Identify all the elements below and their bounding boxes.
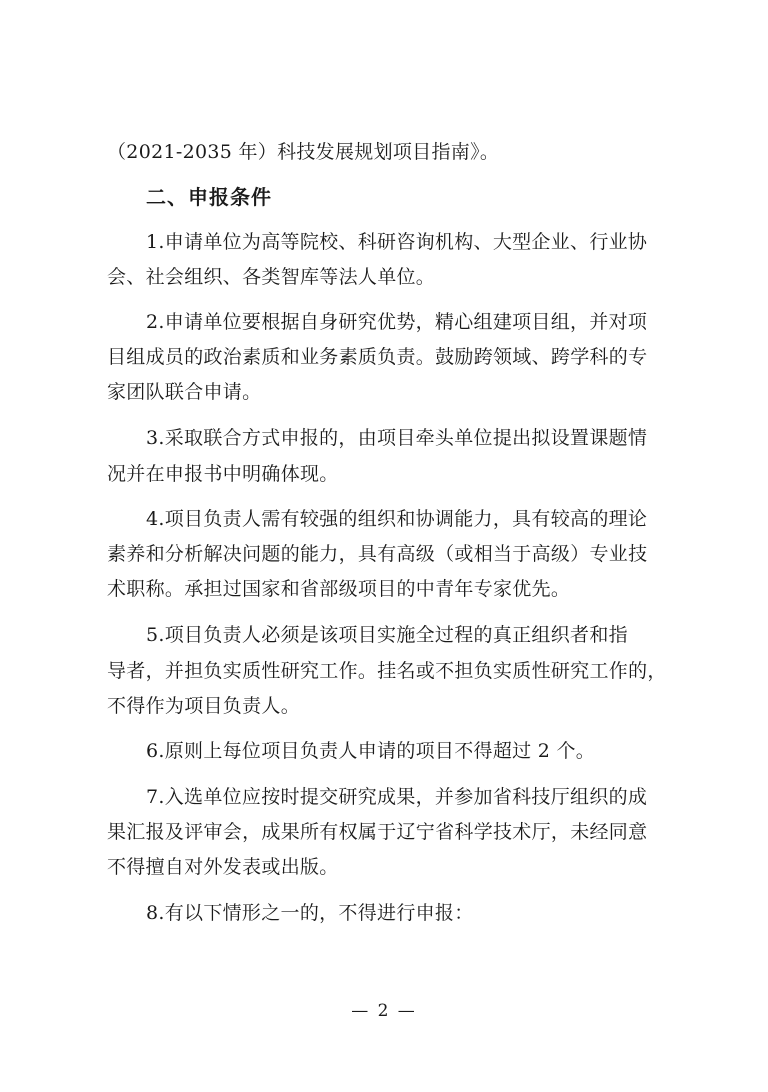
page-number: — 2 — xyxy=(351,1001,417,1021)
line-text: 2.申请单位要根据自身研究优势，精心组建项目组，并对项 xyxy=(146,311,648,333)
line-text: 6.原则上每位项目负责人申请的项目不得超过 2 个。 xyxy=(146,740,596,762)
line-text: 家团队联合申请。 xyxy=(107,381,262,403)
line-text: 况并在申报书中明确体现。 xyxy=(107,463,339,485)
line-text: 3.采取联合方式申报的，由项目牵头单位提出拟设置课题情 xyxy=(146,427,648,449)
line-text: 不得作为项目负责人。 xyxy=(107,695,301,717)
line-text: 不得擅自对外发表或出版。 xyxy=(107,856,339,878)
line-text: 导者，并担负实质性研究工作。挂名或不担负实质性研究工作的， xyxy=(107,660,667,682)
line-text: 会、社会组织、各类智库等法人单位。 xyxy=(107,266,436,288)
line-text: 5.项目负责人必须是该项目实施全过程的真正组织者和指 xyxy=(146,624,628,646)
line-text: 1.申请单位为高等院校、科研咨询机构、大型企业、行业协 xyxy=(146,231,648,253)
line-text: 7.入选单位应按时提交研究成果，并参加省科技厅组织的成 xyxy=(146,786,648,808)
heading-text: 二、申报条件 xyxy=(146,185,272,209)
line-text: （2021-2035 年）科技发展规划项目指南》。 xyxy=(107,141,500,163)
line-text: 素养和分析解决问题的能力，具有高级（或相当于高级）专业技 xyxy=(107,543,648,565)
line-text: 目组成员的政治素质和业务素质负责。鼓励跨领域、跨学科的专 xyxy=(107,346,648,368)
line-text: 术职称。承担过国家和省部级项目的中青年专家优先。 xyxy=(107,578,571,600)
line-text: 4.项目负责人需有较强的组织和协调能力，具有较高的理论 xyxy=(146,508,648,530)
line-text: 8.有以下情形之一的，不得进行申报： xyxy=(146,902,474,924)
line-text: 果汇报及评审会，成果所有权属于辽宁省科学技术厅，未经同意 xyxy=(107,821,648,843)
